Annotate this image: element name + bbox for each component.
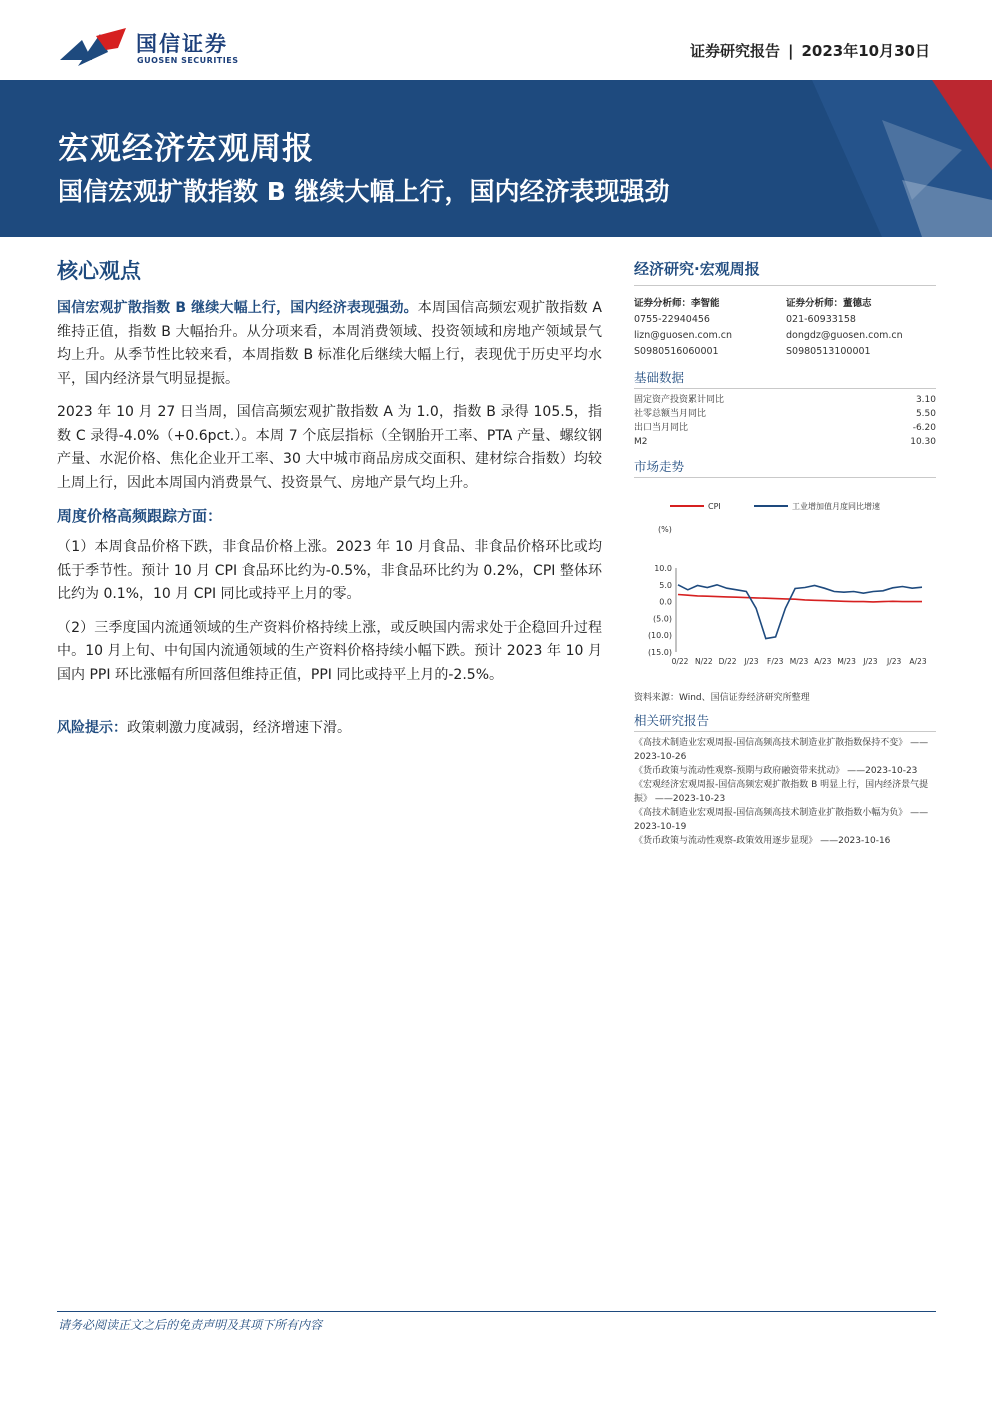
y-tick-label: (5.0) — [653, 614, 672, 624]
x-tick-label: J/23 — [744, 657, 759, 666]
risk-label: 风险提示： — [57, 720, 127, 736]
basic-data-table — [634, 393, 936, 449]
market-trend-chart — [634, 482, 936, 682]
related-reports-list — [634, 736, 936, 848]
basic-data-name: 固定资产投资累计同比 — [634, 395, 725, 405]
analyst-1 — [634, 296, 784, 360]
basic-data-row — [634, 421, 936, 435]
report-date: 2023年10月30日 — [801, 42, 930, 60]
banner-decoration — [732, 80, 992, 237]
x-tick-label: M/23 — [789, 657, 809, 666]
paragraph-2: 2023 年 10 月 27 日当周，国信高频宏观扩散指数 A 为 1.0，指数 B 录得 105.5，指数 C 录得-4.0%（+0.6pct.）。本周 7 个底层指标（全钢胎开工率、PTA 产量、螺纹钢产量、水泥价格、焦化企业开工率、30 大中城市商品房成交面积、建材综合指数）均较上周上行，因此本周国内消费景气、投资景气、房地产景气均上升。 — [57, 404, 602, 491]
x-tick-label: A/23 — [814, 657, 832, 666]
risk-warning — [57, 717, 602, 740]
analyst-label: 证券分析师：李智能 — [634, 298, 720, 309]
analyst-cert: S0980516060001 — [634, 346, 719, 357]
logo-mark-icon — [60, 26, 130, 70]
related-report-item[interactable]: 《高技术制造业宏观周报-国信高频高技术制造业扩散指数保持不变》 ——2023-10-26 — [634, 738, 929, 762]
series-line — [678, 585, 922, 639]
x-tick-label: F/23 — [767, 657, 784, 666]
series-line — [678, 595, 922, 602]
y-tick-label: (10.0) — [647, 631, 672, 641]
related-report-item[interactable]: 《货币政策与流动性观察-政策效用逐步显现》 ——2023-10-16 — [634, 836, 891, 846]
footer-disclaimer: 请务必阅读正文之后的免责声明及其项下所有内容 — [58, 1318, 323, 1332]
header-separator: | — [788, 42, 794, 60]
doc-type: 证券研究报告 — [690, 42, 781, 60]
paragraph-1-highlight: 国信宏观扩散指数 B 继续大幅上行，国内经济表现强劲。 — [57, 300, 418, 316]
chart-unit-label: (%) — [658, 525, 672, 534]
basic-data-value: 5.50 — [915, 409, 936, 419]
legend-label: 工业增加值月度同比增速 — [792, 502, 880, 511]
related-reports-title: 相关研究报告 — [634, 711, 936, 732]
analyst-email[interactable]: lizn@guosen.com.cn — [634, 330, 733, 341]
y-tick-label: 5.0 — [659, 580, 672, 590]
chart-source: 资料来源：Wind、国信证券经济研究所整理 — [634, 693, 810, 703]
y-tick-label: (15.0) — [647, 648, 672, 657]
basic-data-name: M2 — [634, 437, 648, 447]
logo-cn-text: 国信证券 — [136, 32, 228, 56]
page-header — [0, 0, 992, 80]
related-report-item[interactable]: 《货币政策与流动性观察-预期与政府融资带来扰动》 ——2023-10-23 — [634, 766, 918, 776]
x-tick-label: 0/22 — [671, 657, 689, 666]
related-report-item[interactable]: 《宏观经济宏观周报-国信高频宏观扩散指数 B 明显上行，国内经济景气提振》 ——2023-10-23 — [634, 780, 929, 804]
x-tick-label: A/23 — [909, 657, 927, 666]
sidebar-title: 经济研究·宏观周报 — [634, 258, 936, 286]
price-tracking-title: 周度价格高频跟踪方面： — [57, 507, 223, 525]
legend-label: CPI — [708, 502, 721, 511]
y-tick-label: 0.0 — [659, 597, 672, 607]
paragraph-1-text: 本周国信高频宏观扩散指数 A 维持正值，指数 B 大幅抬升。从分项来看，本周消费领域、投资领域和房地产领域景气均上升。从季节性比较来看，本周指数 B 标准化后继续大幅上行，表现优于历史平均水平，国内经济景气明显提振。 — [57, 300, 603, 387]
core-view-title: 核心观点 — [57, 259, 141, 283]
analyst-phone: 021-60933158 — [786, 314, 856, 325]
x-tick-label: D/22 — [718, 657, 737, 666]
basic-data-row — [634, 407, 936, 421]
title-banner — [0, 80, 992, 237]
analyst-label: 证券分析师：董德志 — [786, 298, 872, 309]
y-tick-label: 10.0 — [654, 564, 672, 573]
x-tick-label: J/23 — [863, 657, 878, 666]
basic-data-value: 3.10 — [915, 395, 936, 405]
x-tick-label: N/22 — [694, 657, 713, 666]
analyst-cert: S0980513100001 — [786, 346, 871, 357]
analyst-phone: 0755-22940456 — [634, 314, 710, 325]
x-tick-label: J/23 — [887, 657, 902, 666]
basic-data-name: 出口当月同比 — [634, 423, 689, 433]
basic-data-title: 基础数据 — [634, 368, 936, 389]
header-meta — [690, 40, 930, 61]
market-chart — [634, 482, 936, 686]
paragraph-1 — [57, 297, 602, 391]
report-title: 宏观经济宏观周报 — [58, 131, 314, 167]
paragraph-4: （2）三季度国内流通领域的生产资料价格持续上涨，或反映国内需求处于企稳回升过程中。10 月上旬、中旬国内流通领域的生产资料价格持续小幅下跌。预计 2023 年 10 月国内 PPI 环比涨幅有所回落但维持正值，PPI 同比或持平上月的-2.5%。 — [57, 619, 602, 683]
footer-divider — [57, 1311, 936, 1312]
related-report-item[interactable]: 《高技术制造业宏观周报-国信高频高技术制造业扩散指数小幅为负》 ——2023-10-19 — [634, 808, 929, 832]
logo-en-text: GUOSEN SECURITIES — [137, 56, 239, 65]
risk-text: 政策刺激力度减弱，经济增速下滑。 — [127, 720, 351, 736]
analyst-info — [634, 296, 936, 360]
analyst-2 — [786, 296, 936, 360]
basic-data-name: 社零总额当月同比 — [634, 409, 707, 419]
report-subtitle: 国信宏观扩散指数 B 继续大幅上行，国内经济表现强劲 — [58, 177, 670, 206]
basic-data-row — [634, 435, 936, 449]
basic-data-value: -6.20 — [912, 423, 936, 433]
x-tick-label: M/23 — [837, 657, 856, 666]
analyst-email[interactable]: dongdz@guosen.com.cn — [786, 330, 903, 341]
basic-data-value: 10.30 — [910, 437, 936, 447]
guosen-logo — [60, 26, 250, 70]
market-trend-title: 市场走势 — [634, 457, 936, 478]
basic-data-row — [634, 393, 936, 407]
paragraph-3: （1）本周食品价格下跌，非食品价格上涨。2023 年 10 月食品、非食品价格环比或均低于季节性。预计 10 月 CPI 食品环比约为-0.5%，非食品环比约为 0.2%，CPI 整体环比约为 0.1%，10 月 CPI 同比或持平上月的零。 — [57, 539, 602, 602]
sidebar — [634, 258, 936, 848]
main-content — [57, 255, 602, 740]
